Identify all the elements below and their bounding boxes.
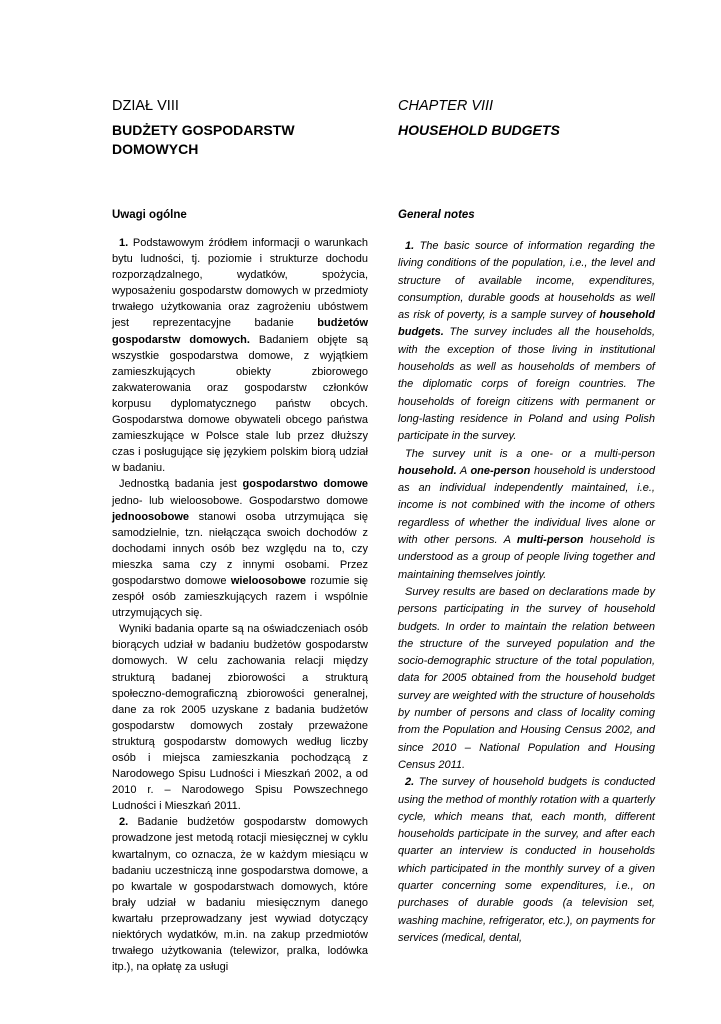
- emphasis-term: household.: [398, 464, 457, 477]
- body-text-pl: [112, 235, 368, 975]
- chapter-heading-en: CHAPTER VIII: [398, 98, 494, 114]
- emphasis-term: budżetów gospodarstw domowych.: [112, 317, 368, 346]
- paragraph-number-2-en: 2.: [405, 776, 415, 789]
- text-span: The survey includes all the households, with the exception of those living in institutional households as well as households of members of the diplomatic corps of foreign countries. The households of foreign citizens with permanent or long-lasting residence in Poland and using Polish participate in the survey.: [398, 326, 655, 443]
- paragraph-1-pl: [112, 235, 368, 476]
- paragraph-4-en: [398, 774, 655, 947]
- chapter-title-en: HOUSEHOLD BUDGETS: [398, 122, 560, 138]
- text-span: Jednostką badania jest: [119, 478, 243, 491]
- paragraph-4-pl: [112, 814, 368, 975]
- text-span: household is understood as an individual independently maintained, i.e., income is not combined with the income of others regardless of whether the individual lives alone or with other persons. A: [398, 464, 655, 547]
- text-span: Badaniem objęte są wszystkie gospodarstwa domowe, z wyjątkiem zamieszkujących obiekty zbiorowego zakwaterowania oraz gospodarstw członków korpusu dyplomatycznego państw obcych. Gospodarstwa domowe obywateli obcego państwa zamieszkujące w Polsce stale lub przez dłuższy czas i posługujące się językiem polskim biorą udział w badaniu.: [112, 333, 368, 475]
- paragraph-2-pl: [112, 476, 368, 621]
- body-text-en: [398, 238, 655, 947]
- paragraph-number-2-pl: 2.: [119, 816, 129, 829]
- text-span: household is understood as a group of people living together and maintaining themselves jointly.: [398, 534, 655, 581]
- text-span: Podstawowym źródłem informacji o warunkach bytu ludności, tj. poziomie i strukturze dochodu rozporządzalnego, wydatków, spożycia, wyposażeniu gospodarstw domowych w przedmioty trwałego użytkowania oraz zagrożeniu ubóstwem jest reprezentacyjne badanie: [112, 237, 368, 330]
- text-span: Badanie budżetów gospodarstw domowych prowadzone jest metodą rotacji miesięcznej w cyklu kwartalnym, co oznacza, że w każdym miesiącu w badaniu uczestniczą inne gospodarstwa domowe, a po kwartale w gospodarstwach domowych, które brały udział w badaniu miesięcznym danego kwartału przeprowadzany jest wywiad dotyczący niektórych wydatków, m.in. na zakup przedmiotów trwałego użytkowania (telewizor, pralka, lodówka itp.), na opłatę za usługi: [112, 816, 368, 974]
- emphasis-term: one-person: [470, 464, 531, 477]
- text-span: A: [456, 464, 471, 477]
- emphasis-term: wieloosobowe: [230, 574, 307, 587]
- paragraph-2-en: [398, 446, 655, 584]
- text-span: jedno- lub wieloosobowe. Gospodarstwo domowe: [112, 494, 368, 507]
- section-heading-pl: Uwagi ogólne: [112, 209, 187, 221]
- emphasis-term: gospodarstwo domowe: [242, 478, 368, 491]
- emphasis-term: household budgets.: [398, 309, 655, 339]
- emphasis-term: jednoosobowe: [112, 510, 189, 523]
- text-span: The survey of household budgets is conducted using the method of monthly rotation with a quarterly cycle, which means that, each month, different households participate in the survey, and after each quarter an interview is conducted in households which participated in the monthly survey of a given quarter concerning some expenditures, i.e., on purchases of durable goods (a television set, washing machine, refrigerator, etc.), on payments for services (medical, dental,: [398, 776, 655, 944]
- paragraph-1-en: [398, 238, 655, 446]
- text-span: The survey unit is a one- or a multi-person: [405, 447, 655, 460]
- text-span: The basic source of information regarding the living conditions of the population, i.e., the level and structure of available income, expenditures, consumption, durable goods at households as well as risk of poverty, is a sample survey of: [398, 240, 655, 322]
- paragraph-3-pl: Wyniki badania oparte są na oświadczeniach osób biorących udział w badaniu budżetów gospodarstw domowych. W celu zachowania relacji między strukturą badanej zbiorowości a strukturą społeczno-demograficzną zbiorowości generalnej, dane za rok 2005 uzyskane z badania budżetów gospodarstw domowych zostały przeważone strukturą gospodarstw domowych według liczby osób i miejsca zamieszkania pochodzącą z Narodowego Spisu Ludności i Mieszkań 2002, a od 2010 r. – Narodowego Spisu Powszechnego Ludności i Mieszkań 2011.: [112, 623, 368, 813]
- paragraph-number-1-pl: 1.: [119, 237, 129, 249]
- emphasis-term: multi-person: [516, 534, 584, 547]
- text-span: rozumie się zespół osób zamieszkujących razem i wspólnie utrzymujących się.: [112, 574, 368, 620]
- section-heading-en: General notes: [398, 209, 475, 221]
- paragraph-3-en: Survey results are based on declarations made by persons participating in the survey of household budgets. In order to maintain the relation between the structure of the surveyed population and the socio-demographic structure of the total population, data for 2005 obtained from the household budget survey are weighted with the structure of households by number of persons and class of locality coming from the Population and Housing Census 2002, and since 2010 – National Population and Housing Census 2011.: [398, 585, 655, 771]
- chapter-heading-pl: DZIAŁ VIII: [112, 98, 179, 114]
- chapter-title-pl: BUDŻETY GOSPODARSTW DOMOWYCH: [112, 122, 295, 157]
- text-span: stanowi osoba utrzymująca się samodzielnie, tzn. niełącząca swoich dochodów z dochodami innych osób bez względu na to, czy mieszka sama czy z innymi osobami. Przez gospodarstwo domowe: [112, 510, 368, 587]
- paragraph-number-1-en: 1.: [405, 240, 415, 252]
